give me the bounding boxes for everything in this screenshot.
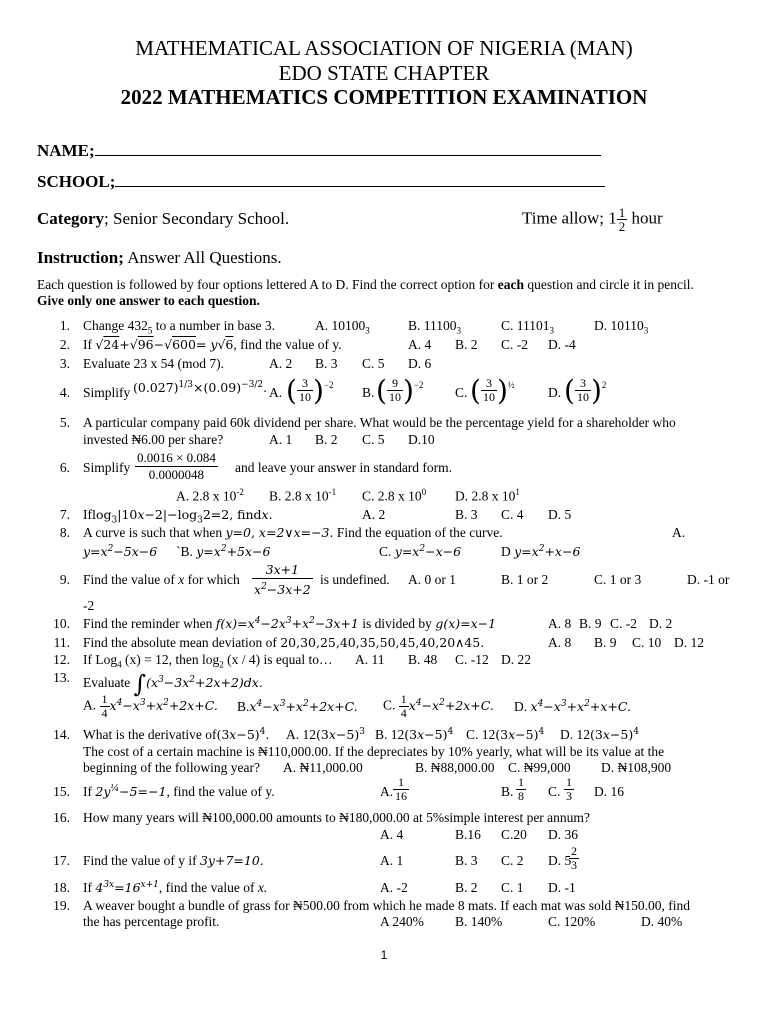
option-c[interactable]: C. 2 bbox=[501, 853, 524, 868]
option-c[interactable]: C. bbox=[548, 784, 561, 799]
option-b[interactable]: B. 2 bbox=[315, 432, 338, 447]
option-b[interactable]: B. 2 bbox=[455, 337, 478, 352]
option-d[interactable]: D. -4 bbox=[548, 337, 576, 352]
time-fraction: $\frac{1}{2}$ bbox=[618, 205, 626, 234]
option-c[interactable]: C. $12(3x-5)^4$ bbox=[466, 727, 545, 743]
option-a[interactable]: A. 1 bbox=[269, 432, 293, 447]
option-c[interactable]: C. $11101_3$ bbox=[501, 318, 555, 336]
option-c[interactable]: C. 10 bbox=[632, 635, 662, 650]
option-a[interactable]: A. 4 bbox=[380, 827, 404, 842]
option-d[interactable]: D. 40% bbox=[641, 914, 683, 929]
option-d[interactable]: D. $10110_3$ bbox=[594, 318, 649, 336]
option-a[interactable]: A. 8 bbox=[548, 616, 572, 631]
option-c[interactable]: C. 2.8 x $10^0$ bbox=[362, 487, 427, 504]
question-15: 15. If $2y^{\frac{1}{4}}-5=-1$, find the value of y. A. $\frac{1}{16}$ B. $\frac{1}{8}$ C. $\frac{1}{3}$ D. 16 bbox=[53, 775, 624, 803]
option-c[interactable]: C. 1 or 3 bbox=[594, 572, 642, 587]
option-a[interactable]: A. 2 bbox=[362, 507, 386, 522]
option-a[interactable]: A. bbox=[269, 385, 283, 400]
option-a[interactable]: A. 11 bbox=[355, 652, 385, 667]
option-a[interactable]: A. $12(3x-5)^3$ bbox=[286, 727, 365, 743]
name-line[interactable] bbox=[95, 141, 601, 156]
header-chapter: EDO STATE CHAPTER bbox=[278, 61, 490, 85]
option-d[interactable]: D. 22 bbox=[501, 652, 531, 667]
option-b[interactable]: B. bbox=[362, 385, 375, 400]
option-d[interactable]: D. ₦108,900 bbox=[601, 760, 672, 775]
option-a[interactable]: A. 2 bbox=[269, 356, 293, 371]
time-unit: hour bbox=[631, 208, 663, 228]
option-b[interactable]: B. 140% bbox=[455, 914, 503, 929]
option-d[interactable]: D. -1 bbox=[548, 880, 576, 895]
option-a[interactable]: A. bbox=[380, 784, 394, 799]
option-a[interactable]: A. 1 bbox=[380, 853, 404, 868]
question-9: 9. Find the value of x for which $\frac{3x+1}{x^2-3x+2}$ is undefined. A. 0 or 1 B. 1 or 2 C. 1 or 3 D. -1 or bbox=[59, 562, 730, 598]
option-b[interactable]: B. 3 bbox=[315, 356, 338, 371]
name-label: NAME; bbox=[37, 141, 95, 160]
option-b[interactable]: B. 1 or 2 bbox=[501, 572, 549, 587]
option-d[interactable]: D. 6 bbox=[408, 356, 432, 371]
option-c[interactable]: C. -2 bbox=[610, 616, 637, 631]
option-c[interactable]: C. -2 bbox=[501, 337, 528, 352]
option-b[interactable]: B. 2.8 x $10^{-1}$ bbox=[269, 487, 337, 504]
question-6: 6. Simplify $\frac{0.0016 \times 0.084}{0.0000048}$ and leave your answer in standard form. bbox=[59, 450, 453, 482]
option-c[interactable]: C. bbox=[455, 385, 468, 400]
page-number: 1 bbox=[380, 948, 388, 962]
option-a[interactable]: A 240% bbox=[380, 914, 424, 929]
school-line[interactable] bbox=[115, 172, 605, 187]
option-a[interactable]: A. bbox=[672, 525, 686, 540]
option-d[interactable]: D. -1 or bbox=[687, 572, 730, 587]
option-a[interactable]: A. ₦11,000.00 bbox=[283, 760, 363, 775]
option-a[interactable]: A. 2.8 x $10^{-2}$ bbox=[176, 487, 244, 504]
option-b[interactable]: B. 3 bbox=[455, 507, 478, 522]
option-b[interactable]: B. 9 bbox=[579, 616, 602, 631]
option-c[interactable]: C.20 bbox=[501, 827, 527, 842]
option-b[interactable]: B. $11100_3$ bbox=[408, 318, 462, 336]
question-17: 17. Find the value of y if 3y+7=10. A. 1 B. 3 C. 2 D. 5 $\frac{2}{3}$ bbox=[53, 844, 577, 872]
option-d[interactable]: D.10 bbox=[408, 432, 435, 447]
option-d[interactable]: D. 16 bbox=[594, 784, 624, 799]
option-a[interactable]: A. 4 bbox=[408, 337, 432, 352]
school-field[interactable] bbox=[37, 172, 605, 192]
option-a[interactable]: A. $10100_3$ bbox=[315, 318, 370, 336]
question-14-line2: The cost of a certain machine is ₦110,000.00. If the depreciates by 10% yearly, what will be its value at the bbox=[83, 744, 665, 759]
question-4: 4. Simplify $(0.027)^{1/3}\times(0.09)^{-3/2}$. A. ( $\frac{3}{10}$ )$^{-2}$ B. ( $\frac{9}{10}$ )$^{-2}$ C. ( $\frac{3}{10}$ )$^{\frac{1}{2}}$ D. ( $\frac{3}{10}$ )$^2$ bbox=[59, 374, 607, 407]
option-b[interactable]: B. 3 bbox=[455, 853, 478, 868]
option-d[interactable]: D. 5 bbox=[548, 507, 572, 522]
option-b[interactable]: B. bbox=[501, 784, 514, 799]
instruction-line bbox=[37, 248, 282, 268]
option-d[interactable]: D. 5 bbox=[548, 853, 572, 868]
option-d[interactable]: D. $12(3x-5)^4$ bbox=[560, 727, 639, 743]
instruction-label: Instruction; bbox=[37, 248, 124, 267]
instruction-value: Answer All Questions. bbox=[127, 248, 282, 267]
option-b[interactable]: $B.x^4-x^3+x^2+2x+C$. bbox=[237, 699, 358, 715]
option-c[interactable]: C. 120% bbox=[548, 914, 596, 929]
name-field[interactable] bbox=[37, 141, 601, 161]
option-b[interactable]: `B. $y=x^2+5x-6$ bbox=[176, 544, 271, 560]
intro-line-1: Each question is followed by four options lettered A to D. Find the correct option for each question and circle it in pencil. bbox=[37, 277, 694, 292]
intro-line-2: Give only one answer to each question. bbox=[37, 293, 260, 308]
option-d[interactable]: D. 12 bbox=[674, 635, 704, 650]
option-c[interactable]: C. $\frac{1}{4}$ $x^4-x^2+2x+C$. bbox=[383, 692, 494, 720]
option-c[interactable]: C. 5 bbox=[362, 356, 385, 371]
category-line bbox=[37, 209, 289, 229]
school-label: SCHOOL; bbox=[37, 172, 116, 191]
time-label: Time allow; 1 bbox=[522, 208, 617, 228]
option-c[interactable]: C. ₦99,000 bbox=[508, 760, 571, 775]
option-a[interactable]: A. 0 or 1 bbox=[408, 572, 456, 587]
option-b[interactable]: B.16 bbox=[455, 827, 481, 842]
option-b[interactable]: B. 9 bbox=[594, 635, 617, 650]
option-b[interactable]: B. 48 bbox=[408, 652, 438, 667]
header-exam-title: 2022 MATHEMATICS COMPETITION EXAMINATION bbox=[120, 85, 648, 109]
header-association: MATHEMATICAL ASSOCIATION OF NIGERIA (MAN) bbox=[135, 36, 633, 60]
category-label: Category bbox=[37, 209, 105, 228]
option-c[interactable]: C. 5 bbox=[362, 432, 385, 447]
category-value: ; Senior Secondary School. bbox=[104, 209, 290, 228]
option-d[interactable]: D $y=x^2+x-6$ bbox=[501, 544, 581, 560]
option-b[interactable]: B. 2 bbox=[455, 880, 478, 895]
option-d[interactable]: D. 2.8 x $10^1$ bbox=[455, 487, 520, 504]
option-b[interactable]: B. $12(3x-5)^4$ bbox=[375, 727, 454, 743]
option-c[interactable]: C. 4 bbox=[501, 507, 524, 522]
time-allowed bbox=[522, 206, 663, 233]
option-c[interactable]: C. -12 bbox=[455, 652, 489, 667]
option-a[interactable]: A. -2 bbox=[380, 880, 408, 895]
option-a[interactable]: A. $\frac{1}{4}$ $x^4-x^3+x^2+2x+C$. bbox=[83, 692, 218, 720]
option-a[interactable]: A. 8 bbox=[548, 635, 572, 650]
option-d[interactable]: D. bbox=[548, 385, 562, 400]
option-c[interactable]: C. $y=x^2-x-6$ bbox=[379, 544, 462, 560]
question-13-options bbox=[0, 693, 768, 725]
option-d[interactable]: D. 2 bbox=[649, 616, 673, 631]
question-9-wrap: -2 bbox=[83, 598, 95, 613]
option-d[interactable]: D. 36 bbox=[548, 827, 578, 842]
option-d[interactable]: D. $x^4-x^3+x^2+x+C$. bbox=[514, 699, 631, 715]
option-b[interactable]: B. ₦88,000.00 bbox=[415, 760, 495, 775]
option-c[interactable]: C. 1 bbox=[501, 880, 524, 895]
